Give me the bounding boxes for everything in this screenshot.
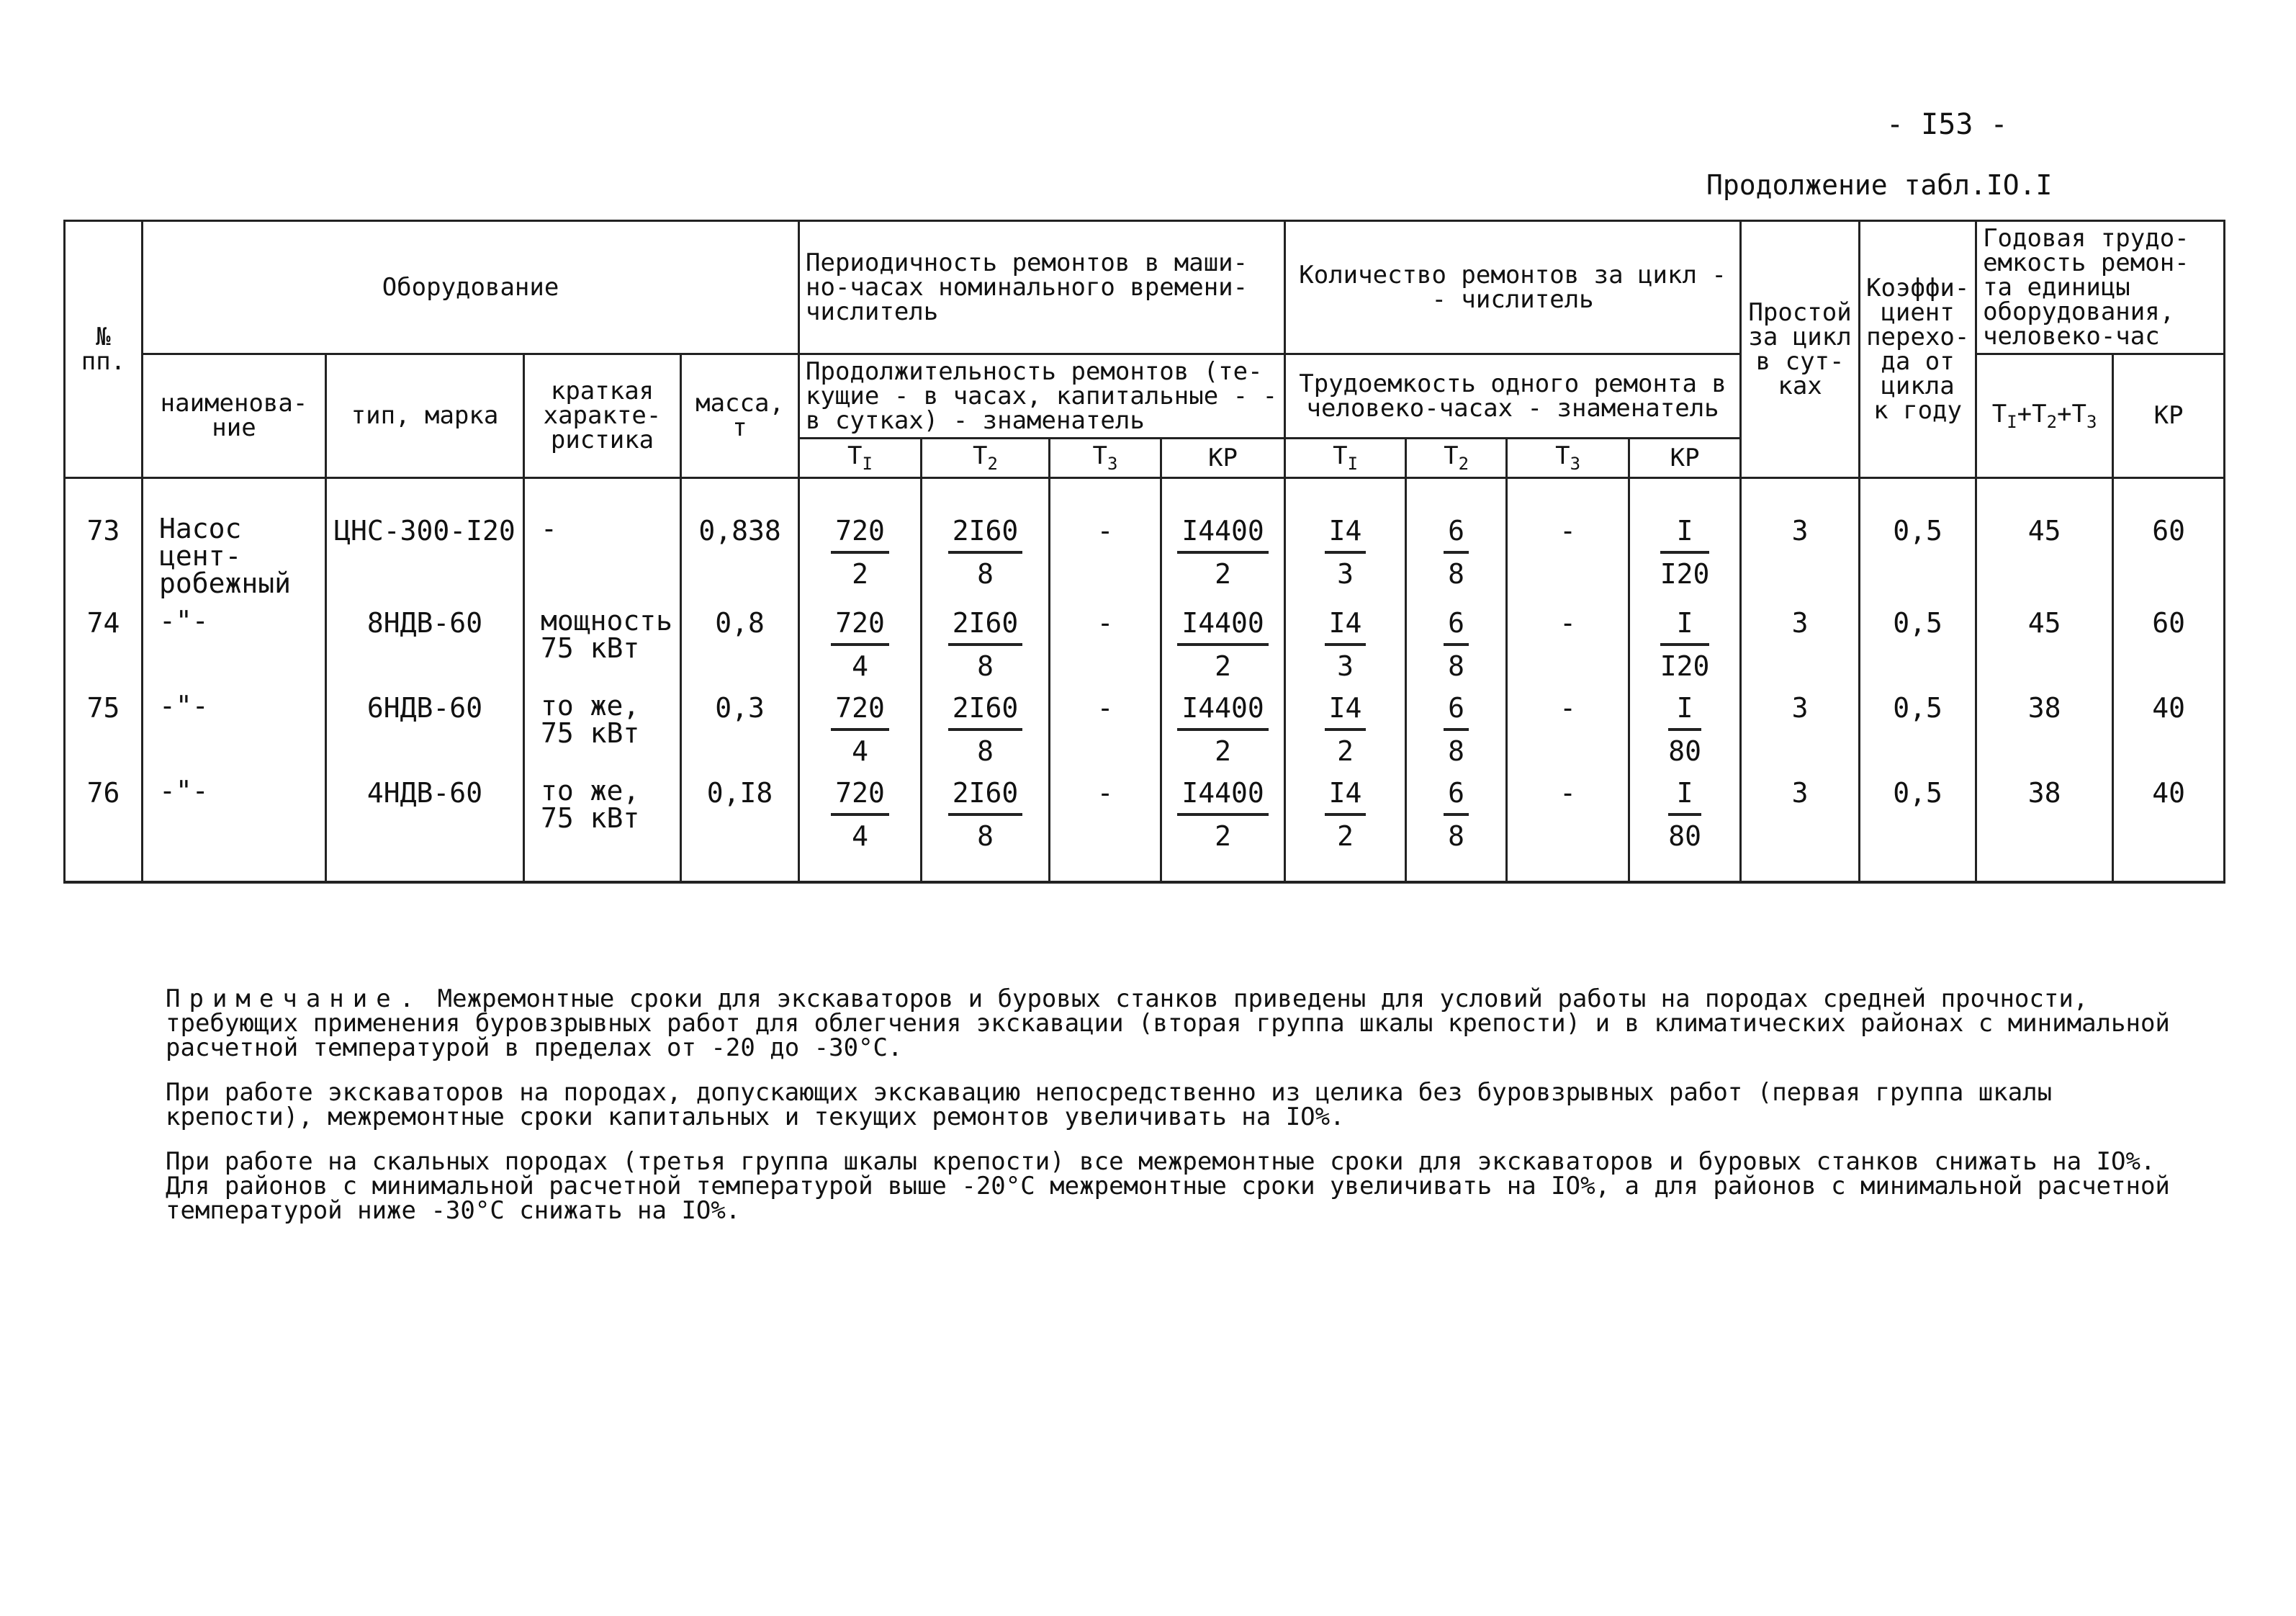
fraction-numerator: I: [1668, 692, 1701, 731]
fraction-denominator: I20: [1660, 557, 1710, 590]
cell-annual-t: 45: [1976, 477, 2113, 597]
fraction-denominator: 80: [1668, 735, 1701, 767]
fraction-numerator: I4400: [1177, 515, 1268, 554]
cell-annual-kr: 60: [2113, 477, 2225, 597]
fraction-denominator: 8: [1448, 735, 1464, 767]
cell-no: 74: [65, 597, 143, 682]
header-c-t3: $T_3$: [1507, 439, 1629, 478]
note-paragraph-1: [86, 984, 2174, 1062]
fraction: [1444, 692, 1469, 767]
cell-p_t3: -: [1050, 477, 1161, 597]
cell-p_t1: [799, 597, 922, 682]
fraction: [948, 515, 1023, 590]
cell-p_t1: [799, 767, 922, 882]
fraction: [1177, 692, 1268, 767]
header-laboriousness: Трудоемкость одного ремонта в человеко-часах - знаменатель: [1285, 354, 1741, 439]
fraction-denominator: 80: [1668, 820, 1701, 852]
cell-c_kr: [1629, 597, 1741, 682]
header-annual-sum: $T_I+T_2+T_3$: [1976, 354, 2113, 478]
fraction-numerator: I4: [1325, 777, 1367, 816]
cell-no: 73: [65, 477, 143, 597]
fraction-numerator: 2I60: [948, 692, 1023, 731]
fraction: [1177, 607, 1268, 682]
fraction: [1444, 777, 1469, 852]
fraction: [1444, 515, 1469, 590]
note-label: Примечание.: [166, 984, 423, 1013]
header-no: № пп.: [65, 221, 143, 478]
cell-c_t2: [1406, 682, 1507, 767]
fraction-denominator: 3: [1337, 650, 1354, 682]
fraction-denominator: 2: [852, 557, 868, 590]
cell-c_kr: [1629, 682, 1741, 767]
fraction: [1660, 607, 1710, 682]
fraction-numerator: I4: [1325, 692, 1367, 731]
fraction-numerator: I4400: [1177, 692, 1268, 731]
cell-type: ЦНС-300-I20: [326, 477, 524, 597]
fraction-denominator: 2: [1215, 650, 1231, 682]
fraction: [948, 692, 1023, 767]
table-row: [65, 767, 2225, 882]
fraction-numerator: 6: [1444, 607, 1469, 646]
cell-name: -"-: [143, 682, 326, 767]
cell-p_kr: [1161, 682, 1285, 767]
fraction-numerator: 2I60: [948, 777, 1023, 816]
header-coefficient: Коэффи-циент перехо-да от цикла к году: [1860, 221, 1976, 478]
fraction: [1668, 692, 1701, 767]
fraction-denominator: 8: [977, 557, 994, 590]
cell-annual-t: 38: [1976, 682, 2113, 767]
fraction-numerator: I4400: [1177, 777, 1268, 816]
cell-c_t1: [1285, 477, 1406, 597]
fraction-numerator: 6: [1444, 777, 1469, 816]
fraction-numerator: I4: [1325, 515, 1367, 554]
cell-p_kr: [1161, 477, 1285, 597]
cell-no: 75: [65, 682, 143, 767]
fraction-denominator: 2: [1337, 735, 1354, 767]
table-continuation-caption: Продолжение табл.IO.I: [1706, 169, 2053, 201]
fraction: [1325, 777, 1367, 852]
fraction-numerator: I: [1668, 777, 1701, 816]
fraction-denominator: 2: [1215, 557, 1231, 590]
table-row: [65, 597, 2225, 682]
fraction-denominator: 8: [977, 650, 994, 682]
cell-annual-kr: 60: [2113, 597, 2225, 682]
cell-coefficient: 0,5: [1860, 597, 1976, 682]
cell-name: Насос цент-робежный: [143, 477, 326, 597]
fraction: [1668, 777, 1701, 852]
cell-c_t3: -: [1507, 767, 1629, 882]
fraction-numerator: 720: [831, 777, 889, 816]
header-annual-laboriousness: Годовая трудо-емкость ремон-та единицы оборудования, человеко-час: [1976, 221, 2225, 354]
fraction: [1444, 607, 1469, 682]
cell-p_t2: [922, 682, 1050, 767]
cell-spec: мощность 75 кВт: [524, 597, 681, 682]
cell-downtime: 3: [1741, 477, 1860, 597]
cell-c_t3: -: [1507, 597, 1629, 682]
cell-p_t3: -: [1050, 682, 1161, 767]
cell-type: 6НДВ-60: [326, 682, 524, 767]
header-mass: масса, т: [681, 354, 799, 478]
cell-coefficient: 0,5: [1860, 767, 1976, 882]
cell-c_kr: [1629, 477, 1741, 597]
cell-p_kr: [1161, 767, 1285, 882]
cell-p_kr: [1161, 597, 1285, 682]
cell-spec: то же, 75 кВт: [524, 682, 681, 767]
fraction-denominator: 2: [1337, 820, 1354, 852]
cell-mass: 0,3: [681, 682, 799, 767]
fraction-numerator: 2I60: [948, 515, 1023, 554]
cell-p_t3: -: [1050, 597, 1161, 682]
fraction-denominator: 4: [852, 820, 868, 852]
fraction-denominator: 8: [1448, 557, 1464, 590]
cell-c_t1: [1285, 597, 1406, 682]
fraction-numerator: 720: [831, 692, 889, 731]
cell-c_t1: [1285, 682, 1406, 767]
cell-spec: -: [524, 477, 681, 597]
fraction-numerator: I4: [1325, 607, 1367, 646]
fraction: [1660, 515, 1710, 590]
fraction-numerator: I: [1660, 607, 1710, 646]
cell-mass: 0,I8: [681, 767, 799, 882]
fraction-denominator: I20: [1660, 650, 1710, 682]
cell-coefficient: 0,5: [1860, 477, 1976, 597]
cell-coefficient: 0,5: [1860, 682, 1976, 767]
fraction-denominator: 8: [1448, 820, 1464, 852]
header-duration: Продолжительность ремонтов (те-кущие - в часах, капитальные - - в сутках) - знаменатель: [799, 354, 1285, 439]
cell-annual-kr: 40: [2113, 767, 2225, 882]
fraction-numerator: I: [1660, 515, 1710, 554]
cell-mass: 0,8: [681, 597, 799, 682]
header-spec: краткая характе-ристика: [524, 354, 681, 478]
fraction-denominator: 8: [1448, 650, 1464, 682]
fraction-numerator: 2I60: [948, 607, 1023, 646]
fraction: [948, 777, 1023, 852]
cell-mass: 0,838: [681, 477, 799, 597]
cell-c_t2: [1406, 767, 1507, 882]
cell-c_t2: [1406, 597, 1507, 682]
header-p-t1: $T_I$: [799, 439, 922, 478]
cell-annual-t: 38: [1976, 767, 2113, 882]
fraction-denominator: 8: [977, 820, 994, 852]
fraction-numerator: 6: [1444, 692, 1469, 731]
fraction: [831, 607, 889, 682]
fraction: [1325, 515, 1367, 590]
fraction: [831, 692, 889, 767]
cell-c_kr: [1629, 767, 1741, 882]
fraction: [831, 515, 889, 590]
cell-downtime: 3: [1741, 767, 1860, 882]
notes-section: [86, 984, 2174, 1243]
cell-spec: то же, 75 кВт: [524, 767, 681, 882]
table-body: [65, 477, 2225, 882]
fraction: [831, 777, 889, 852]
cell-name: -"-: [143, 597, 326, 682]
header-name: наименова-ние: [143, 354, 326, 478]
cell-annual-kr: 40: [2113, 682, 2225, 767]
fraction-denominator: 3: [1337, 557, 1354, 590]
note-paragraph-3a: При работе на скальных породах (третья группа шкалы крепости) все межремонтные сроки для экскаваторов и буровых станков снижать на IO%.: [166, 1147, 2156, 1176]
fraction-denominator: 4: [852, 650, 868, 682]
fraction: [1177, 777, 1268, 852]
cell-type: 4НДВ-60: [326, 767, 524, 882]
cell-p_t1: [799, 477, 922, 597]
header-c-t2: $T_2$: [1406, 439, 1507, 478]
cell-p_t1: [799, 682, 922, 767]
fraction-denominator: 8: [977, 735, 994, 767]
cell-c_t2: [1406, 477, 1507, 597]
table-row: [65, 477, 2225, 597]
cell-type: 8НДВ-60: [326, 597, 524, 682]
cell-name: -"-: [143, 767, 326, 882]
fraction-numerator: I4400: [1177, 607, 1268, 646]
cell-p_t2: [922, 597, 1050, 682]
note-text-1: Межремонтные сроки для экскаваторов и буровых станков приведены для условий работы на породах средней прочности, требующих применения буровзрывных работ для облегчения экскавации (вторая группа шкалы крепости) и в климатических районах с минимальной расчетной температурой в пределах от -20 до -30°С.: [166, 984, 2170, 1062]
cell-downtime: 3: [1741, 597, 1860, 682]
cell-p_t3: -: [1050, 767, 1161, 882]
header-c-t1: $T_I$: [1285, 439, 1406, 478]
header-p-kr: КР: [1161, 439, 1285, 478]
header-equipment: Оборудование: [143, 221, 799, 354]
fraction: [1325, 607, 1367, 682]
header-periodicity: Периодичность ремонтов в маши-но-часах номинального времени-числитель: [799, 221, 1285, 354]
fraction: [948, 607, 1023, 682]
header-p-t3: $T_3$: [1050, 439, 1161, 478]
header-c-kr: КР: [1629, 439, 1741, 478]
header-repair-count: Количество ремонтов за цикл - - числитель: [1285, 221, 1741, 354]
cell-downtime: 3: [1741, 682, 1860, 767]
fraction-numerator: 720: [831, 607, 889, 646]
fraction-denominator: 2: [1215, 735, 1231, 767]
cell-c_t3: -: [1507, 682, 1629, 767]
fraction-numerator: 720: [831, 515, 889, 554]
cell-p_t2: [922, 767, 1050, 882]
fraction-numerator: 6: [1444, 515, 1469, 554]
cell-c_t3: -: [1507, 477, 1629, 597]
cell-no: 76: [65, 767, 143, 882]
fraction-denominator: 2: [1215, 820, 1231, 852]
page-number: - I53 -: [1886, 108, 2008, 141]
cell-annual-t: 45: [1976, 597, 2113, 682]
fraction: [1325, 692, 1367, 767]
fraction: [1177, 515, 1268, 590]
table-row: [65, 682, 2225, 767]
cell-c_t1: [1285, 767, 1406, 882]
cell-p_t2: [922, 477, 1050, 597]
header-annual-kr: КР: [2113, 354, 2225, 478]
header-p-t2: $T_2$: [922, 439, 1050, 478]
header-type: тип, марка: [326, 354, 524, 478]
fraction-denominator: 4: [852, 735, 868, 767]
note-paragraph-3b: Для районов с минимальной расчетной температурой выше -20°С межремонтные сроки увеличивать на IO%, а для районов с минимальной расчетной температурой ниже -30°С снижать на IO%.: [166, 1172, 2170, 1225]
repair-schedule-table: [63, 220, 2225, 884]
header-downtime: Простой за цикл в сут-ках: [1741, 221, 1860, 478]
note-paragraph-2: При работе экскаваторов на породах, допускающих экскавацию непосредственно из целика без буровзрывных работ (первая группа шкалы крепости), межремонтные сроки капитальных и текущих ремонтов увеличивать на IO%.: [166, 1078, 2053, 1131]
